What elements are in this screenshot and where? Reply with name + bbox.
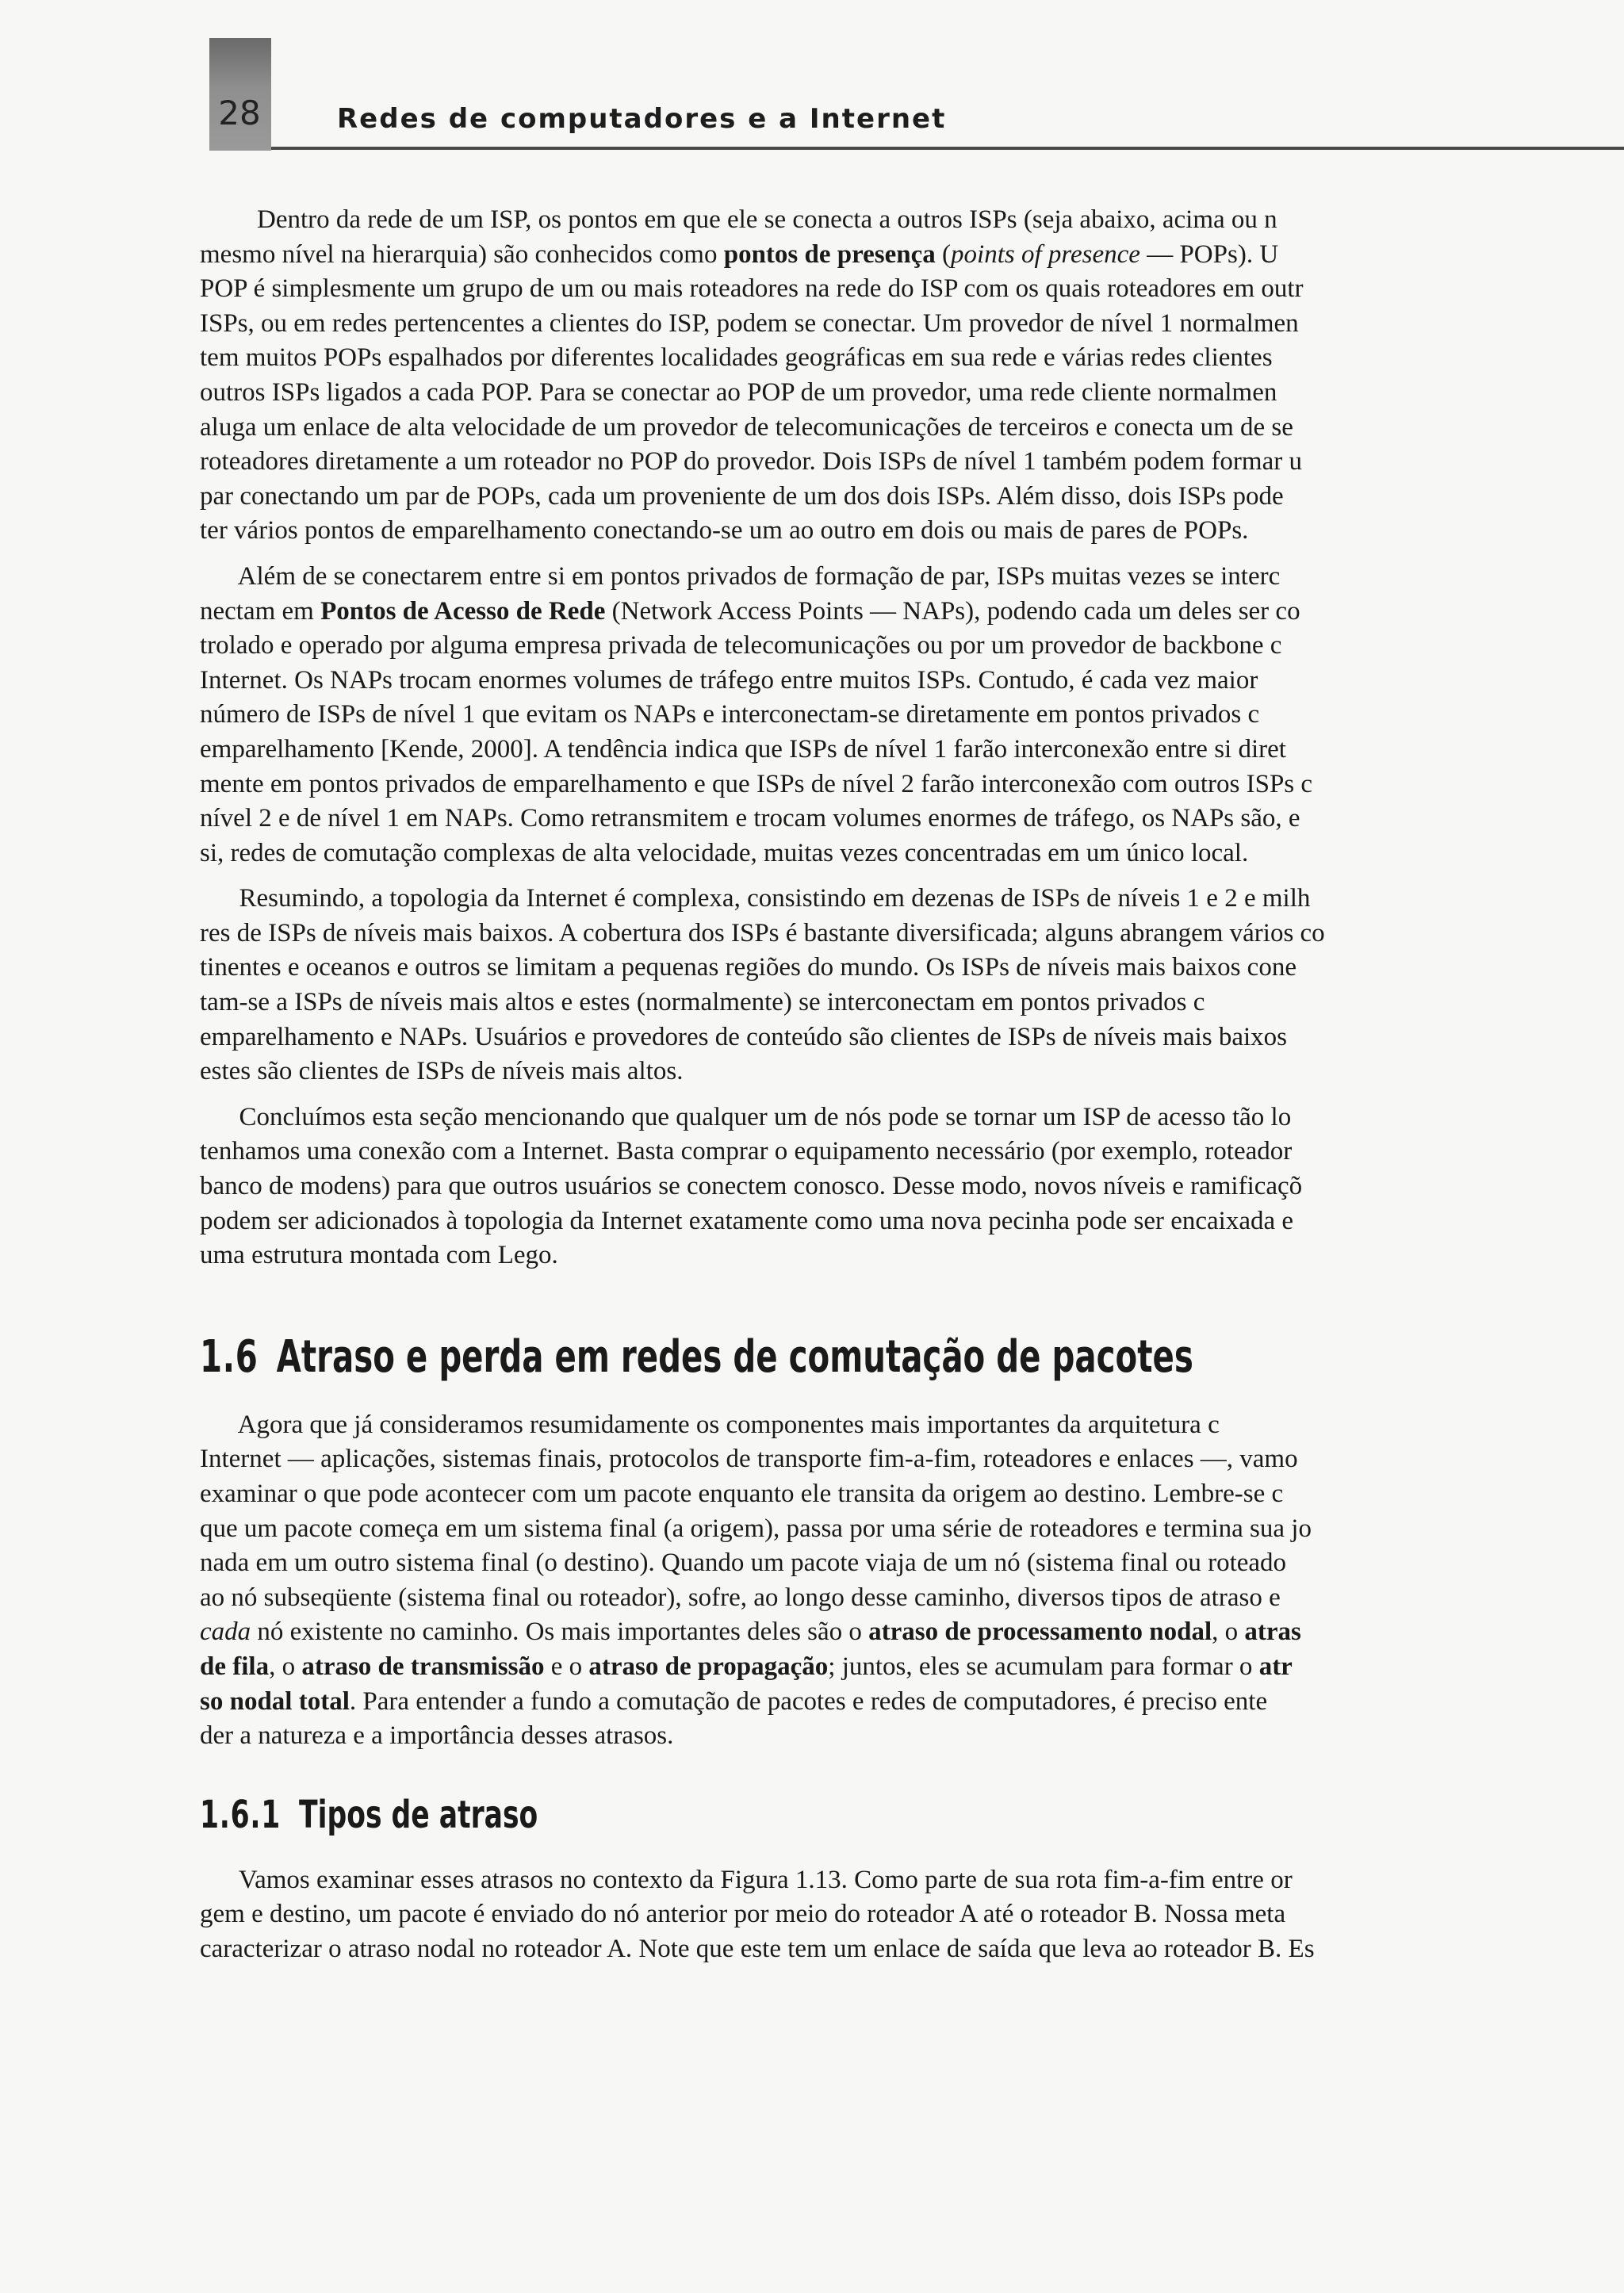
text-line: [200, 1135, 1611, 1169]
text-run: nada em um outro sistema final (o destino). Quando um pacote viaja de um nó (sistema final ou roteado: [200, 1548, 1287, 1578]
text-line: [200, 1204, 1611, 1239]
text-run: tinentes e oceanos e outros se limitam a pequenas regiões do mundo. Os ISPs de níveis mais baixos cone: [200, 953, 1297, 982]
header-rule: [271, 147, 1624, 150]
text-line: [200, 514, 1611, 549]
text-run: Vamos examinar esses atrasos no contexto da Figura 1.13. Como parte de sua rota fim-a-fim entre or: [200, 1865, 1293, 1894]
text-run: emparelhamento e NAPs. Usuários e provedores de conteúdo são clientes de ISPs de níveis mais baixos: [200, 1022, 1288, 1051]
text-run: Concluímos esta seção mencionando que qualquer um de nós pode se tornar um ISP de acesso tão lo: [200, 1102, 1292, 1131]
text-run: nó existente no caminho. Os mais importantes deles são o: [251, 1617, 869, 1647]
bold-term: atr: [1258, 1652, 1293, 1681]
text-line: [200, 1408, 1611, 1443]
text-run: nectam em: [200, 596, 321, 626]
section-heading: [200, 1326, 1216, 1389]
text-run: gem e destino, um pacote é enviado do nó anterior por meio do roteador A até o roteador B. Nossa meta: [200, 1900, 1286, 1929]
italic-term: points of presence: [951, 239, 1140, 269]
bold-term: atras: [1244, 1617, 1301, 1647]
text-line: [200, 341, 1611, 376]
subsection-title: Tipos de atraso: [299, 1792, 538, 1837]
text-line: [200, 917, 1611, 951]
paragraph-block: [200, 1101, 1611, 1273]
text-line: [200, 1615, 1611, 1650]
text-line: [200, 768, 1611, 802]
text-line: [200, 1477, 1611, 1512]
bold-term: de fila: [200, 1652, 270, 1681]
text-run: Além de se conectarem entre si em pontos privados de formação de par, ISPs muitas vezes se interc: [200, 561, 1281, 591]
text-line: [200, 272, 1611, 307]
text-run: mente em pontos privados de emparelhamento e que ISPs de nível 2 farão interconexão com outros ISPs c: [200, 769, 1313, 798]
paragraph-block: [200, 1863, 1611, 1967]
text-run: nível 2 e de nível 1 em NAPs. Como retransmitem e trocam volumes enormes de tráfego, os NAPs são, e: [200, 804, 1300, 833]
running-header-title: Redes de computadores e a Internet: [337, 103, 947, 135]
text-run: ; juntos, eles se acumulam para formar o: [828, 1652, 1259, 1681]
text-run: tem muitos POPs espalhados por diferentes localidades geográficas em sua rede e várias redes clientes: [200, 343, 1273, 373]
text-line: [200, 1863, 1611, 1898]
text-run: estes são clientes de ISPs de níveis mais altos.: [200, 1057, 684, 1086]
text-line: [200, 698, 1611, 733]
text-line: [200, 445, 1611, 480]
text-line: [200, 376, 1611, 411]
text-run: uma estrutura montada com Lego.: [200, 1241, 558, 1270]
text-line: [200, 733, 1611, 768]
text-run: der a natureza e a importância desses atrasos.: [200, 1721, 674, 1751]
text-line: [200, 986, 1611, 1020]
text-line: [200, 1897, 1611, 1932]
text-run: si, redes de comutação complexas de alta velocidade, muitas vezes concentradas em um único local.: [200, 838, 1249, 867]
text-line: [200, 1932, 1611, 1967]
text-run: , o: [1212, 1617, 1245, 1647]
text-line: [200, 1169, 1611, 1204]
text-run: trolado e operado por alguma empresa privada de telecomunicações ou por um provedor de backbone c: [200, 631, 1282, 660]
text-run: POP é simplesmente um grupo de um ou mais roteadores na rede do ISP com os quais roteadores em outr: [200, 274, 1304, 304]
paragraph-block: [200, 882, 1611, 1089]
section-title: Atraso e perda em redes de comutação de pacotes: [276, 1330, 1193, 1383]
text-line: [200, 1512, 1611, 1547]
text-run: . Para entender a fundo a comutação de pacotes e redes de computadores, é preciso ente: [349, 1686, 1268, 1716]
text-run: aluga um enlace de alta velocidade de um provedor de telecomunicações de terceiros e conecta um de se: [200, 412, 1293, 442]
text-line: [200, 1442, 1611, 1477]
text-run: Dentro da rede de um ISP, os pontos em que ele se conecta a outros ISPs (seja abaixo, acima ou n: [257, 205, 1277, 234]
subsection-number: 1.6.1: [200, 1792, 282, 1837]
text-line: [200, 1650, 1611, 1685]
text-run: que um pacote começa em um sistema final (a origem), passa por uma série de roteadores e termina sua jo: [200, 1514, 1312, 1543]
text-line: [200, 203, 1611, 238]
text-run: ISPs, ou em redes pertencentes a clientes do ISP, podem se conectar. Um provedor de nível 1 normalmen: [200, 308, 1299, 338]
text-line: [200, 560, 1611, 595]
text-run: banco de modens) para que outros usuários se conectem conosco. Desse modo, novos níveis e ramificaçõ: [200, 1172, 1303, 1201]
text-line: [200, 1101, 1611, 1135]
section-number: 1.6: [200, 1330, 259, 1383]
bold-term: atraso de propagação: [588, 1652, 829, 1681]
text-line: [200, 595, 1611, 630]
text-run: examinar o que pode acontecer com um pacote enquanto ele transita da origem ao destino. Lembre-se c: [200, 1480, 1284, 1508]
bold-term: Pontos de Acesso de Rede: [320, 596, 606, 626]
text-run: tam-se a ISPs de níveis mais altos e estes (normalmente) se interconectam em pontos privados c: [200, 988, 1205, 1017]
text-run: Agora que já consideramos resumidamente os componentes mais importantes da arquitetura c: [200, 1410, 1220, 1439]
bold-term: pontos de presença: [723, 239, 936, 269]
text-run: tenhamos uma conexão com a Internet. Basta comprar o equipamento necessário (por exemplo, roteador: [200, 1137, 1293, 1166]
text-line: [200, 1581, 1611, 1616]
text-line: [200, 307, 1611, 342]
text-run: e o: [544, 1652, 589, 1681]
page-number: 28: [218, 94, 261, 132]
text-line: [200, 480, 1611, 515]
text-run: par conectando um par de POPs, cada um proveniente de um dos dois ISPs. Além disso, dois ISPs pode: [200, 481, 1284, 511]
text-run: Resumindo, a topologia da Internet é complexa, consistindo em dezenas de ISPs de níveis 1 e 2 e milh: [200, 884, 1311, 913]
text-run: podem ser adicionados à topologia da Internet exatamente como uma nova pecinha pode ser encaixada e: [200, 1206, 1294, 1235]
paragraph-block: [200, 560, 1611, 871]
text-line: [200, 951, 1611, 986]
text-run: Internet. Os NAPs trocam enormes volumes de tráfego entre muitos ISPs. Contudo, é cada vez maior: [200, 665, 1258, 695]
text-run: (: [935, 239, 952, 269]
italic-term: cada: [200, 1617, 251, 1647]
text-line: [200, 882, 1611, 917]
text-run: Internet — aplicações, sistemas finais, protocolos de transporte fim-a-fim, roteadores e enlaces —, vamo: [200, 1445, 1298, 1474]
text-line: [200, 836, 1611, 871]
text-line: [200, 1719, 1611, 1754]
text-line: [200, 664, 1611, 699]
text-run: outros ISPs ligados a cada POP. Para se conectar ao POP de um provedor, uma rede cliente normalmen: [200, 377, 1277, 407]
text-run: ao nó subseqüente (sistema final ou roteador), sofre, ao longo desse caminho, diversos tipos de atraso e: [200, 1583, 1281, 1612]
text-run: ter vários pontos de emparelhamento conectando-se um ao outro em dois ou mais de pares de POPs.: [200, 516, 1249, 545]
paragraph-block: [200, 1408, 1611, 1754]
text-run: res de ISPs de níveis mais baixos. A cobertura dos ISPs é bastante diversificada; alguns abrangem vários co: [200, 918, 1325, 947]
subsection-heading: [200, 1789, 1216, 1841]
text-line: [200, 1238, 1611, 1273]
text-line: [200, 802, 1611, 836]
text-line: [200, 1685, 1611, 1720]
text-line: [200, 629, 1611, 664]
text-run: (Network Access Points — NAPs), podendo cada um deles ser co: [605, 596, 1300, 626]
text-line: [200, 1055, 1611, 1089]
text-line: [200, 411, 1611, 446]
text-line: [200, 1546, 1611, 1581]
text-line: [200, 238, 1611, 273]
text-run: caracterizar o atraso nodal no roteador A. Note que este tem um enlace de saída que leva ao roteador B. Es: [200, 1934, 1315, 1963]
text-run: — POPs). U: [1139, 239, 1279, 269]
text-run: roteadores diretamente a um roteador no POP do provedor. Dois ISPs de nível 1 também podem formar u: [200, 447, 1302, 477]
text-line: [200, 1020, 1611, 1055]
paragraph-block: [200, 203, 1611, 549]
text-run: , o: [269, 1652, 302, 1681]
text-run: emparelhamento [Kende, 2000]. A tendência indica que ISPs de nível 1 farão interconexão entre si diret: [200, 734, 1286, 764]
bold-term: so nodal total: [200, 1686, 350, 1716]
text-run: número de ISPs de nível 1 que evitam os NAPs e interconectam-se diretamente em pontos privados c: [200, 700, 1260, 729]
text-run: mesmo nível na hierarquia) são conhecidos como: [200, 239, 724, 269]
bold-term: atraso de transmissão: [301, 1652, 545, 1681]
body-text: [200, 203, 1611, 2264]
bold-term: atraso de processamento nodal: [868, 1617, 1212, 1647]
